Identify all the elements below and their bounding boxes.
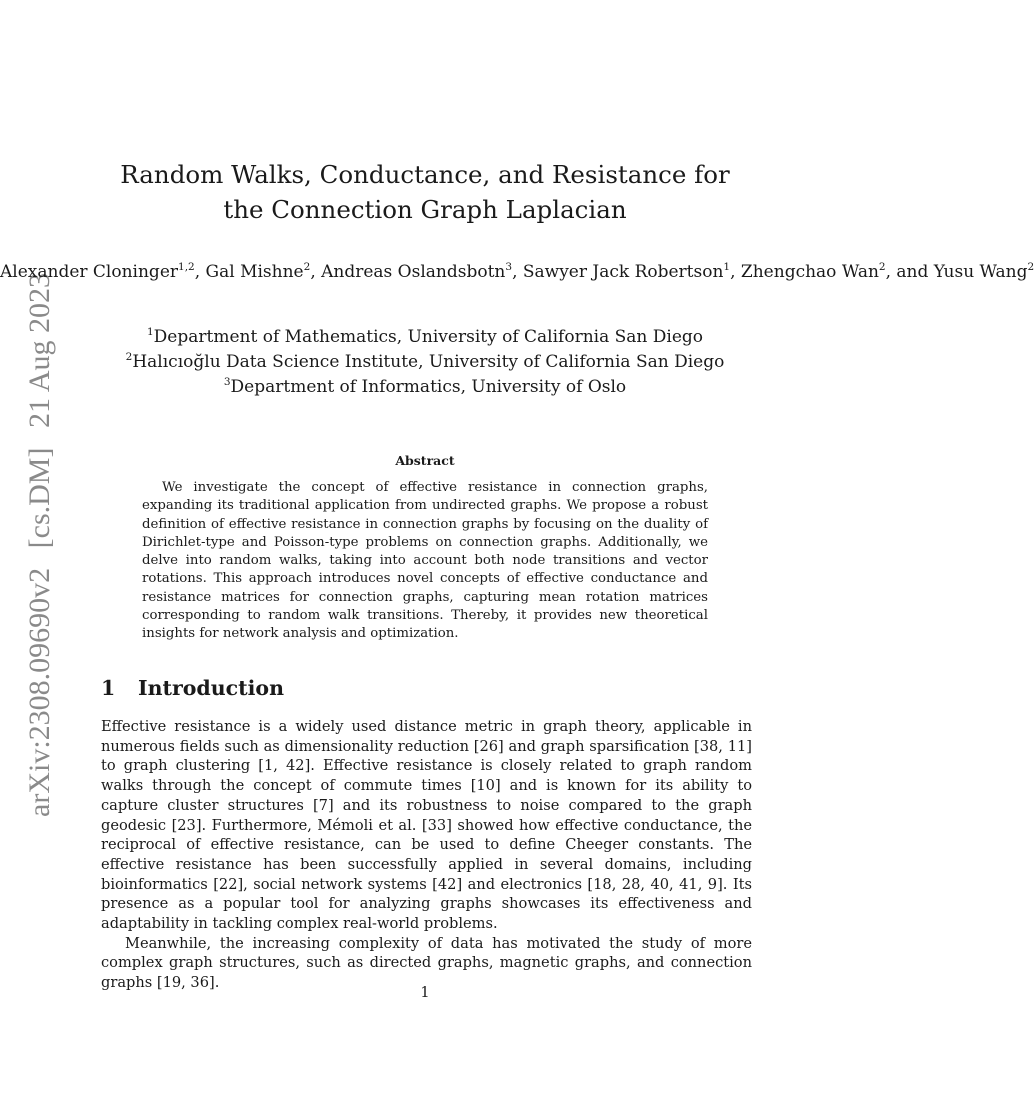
author-name: Alexander Cloninger xyxy=(0,262,179,282)
section-number: 1 xyxy=(101,676,116,700)
affiliation-text: Department of Informatics, University of Oslo xyxy=(230,377,627,397)
author-line: Alexander Cloninger$^{1,2}$, Gal Mishne$^2$, Andreas Oslandsbotn$^3$, Sawyer Jack Robertson$^1$, Zhengchao Wan$^2$, and Yusu Wang$^2$ xyxy=(0,261,1034,282)
affiliation xyxy=(0,375,850,400)
section-heading xyxy=(101,676,284,700)
affiliation-mark: 2 xyxy=(125,351,133,363)
body-paragraph: Effective resistance is a widely used distance metric in graph theory, applicable in numerous fields such as dimensionality reduction [26] and graph sparsification [38, 11] to graph clustering [1, 42]. Effective resistance is closely related to graph random walks through the concept of commute times [10] and is known for its ability to capture cluster structures [7] and its robustness to noise compared to the graph geodesic [23]. Furthermore, Mémoli et al. [33] showed how effective conductance, the reciprocal of effective resistance, can be used to define Cheeger constants. The effective resistance has been successfully applied in several domains, including bioinformatics [22], social network systems [42] and electronics [18, 28, 40, 41, 9]. Its presence as a popular tool for analyzing graphs showcases its effectiveness and adaptability in tackling complex real-world problems. xyxy=(101,718,752,933)
author-name: Sawyer Jack Robertson xyxy=(522,262,724,282)
body-paragraph: Meanwhile, the increasing complexity of data has motivated the study of more complex graph structures, such as directed graphs, magnetic graphs, and connection graphs [19, 36]. xyxy=(101,934,752,992)
page-number: 1 xyxy=(420,985,430,1001)
author-affiliation-mark: 1,2 xyxy=(178,261,195,273)
paper-title-line: the Connection Graph Laplacian xyxy=(223,195,627,224)
author-affiliation-mark: 1 xyxy=(723,261,731,273)
paper-title-line: Random Walks, Conductance, and Resistance for xyxy=(120,160,730,189)
affiliation-mark: 1 xyxy=(146,326,154,338)
author-name: Zhengchao Wan xyxy=(740,262,879,282)
author-affiliation-mark: 2 xyxy=(878,261,886,273)
affiliation xyxy=(0,325,850,350)
arxiv-category: [cs.DM] xyxy=(23,447,56,549)
author-list xyxy=(0,259,1034,285)
affiliation-mark: 3 xyxy=(223,376,231,388)
author-name: Andreas Oslandsbotn xyxy=(321,262,506,282)
arxiv-date: 21 Aug 2023 xyxy=(23,273,56,429)
author-name: Yusu Wang xyxy=(933,262,1028,282)
author-affiliation-mark: 2 xyxy=(303,261,311,273)
section-title: Introduction xyxy=(138,676,284,700)
arxiv-id: arXiv:2308.09690v2 xyxy=(23,567,56,817)
paper-title xyxy=(0,157,850,227)
author-name: Gal Mishne xyxy=(205,262,304,282)
author-affiliation-mark: 2 xyxy=(1027,261,1034,273)
affiliation-list xyxy=(0,325,850,400)
affiliation xyxy=(0,350,850,375)
abstract-heading: Abstract xyxy=(395,453,455,468)
abstract-text: We investigate the concept of effective resistance in connection graphs, expanding its traditional application from undirected graphs. We propose a robust definition of effective resistance in connection graphs by focusing on the duality of Dirichlet-type and Poisson-type problems on connection graphs. Additionally, we delve into random walks, taking into account both node transitions and vector rotations. This approach introduces novel concepts of effective conductance and resistance matrices for connection graphs, capturing mean rotation matrices corresponding to random walk transitions. Thereby, it provides new theoretical insights for network analysis and optimization. xyxy=(142,480,708,642)
affiliation-text: Halıcıoğlu Data Science Institute, University of California San Diego xyxy=(132,352,725,372)
section-body xyxy=(101,717,752,993)
affiliation-text: Department of Mathematics, University of California San Diego xyxy=(153,327,704,347)
author-affiliation-mark: 3 xyxy=(505,261,513,273)
